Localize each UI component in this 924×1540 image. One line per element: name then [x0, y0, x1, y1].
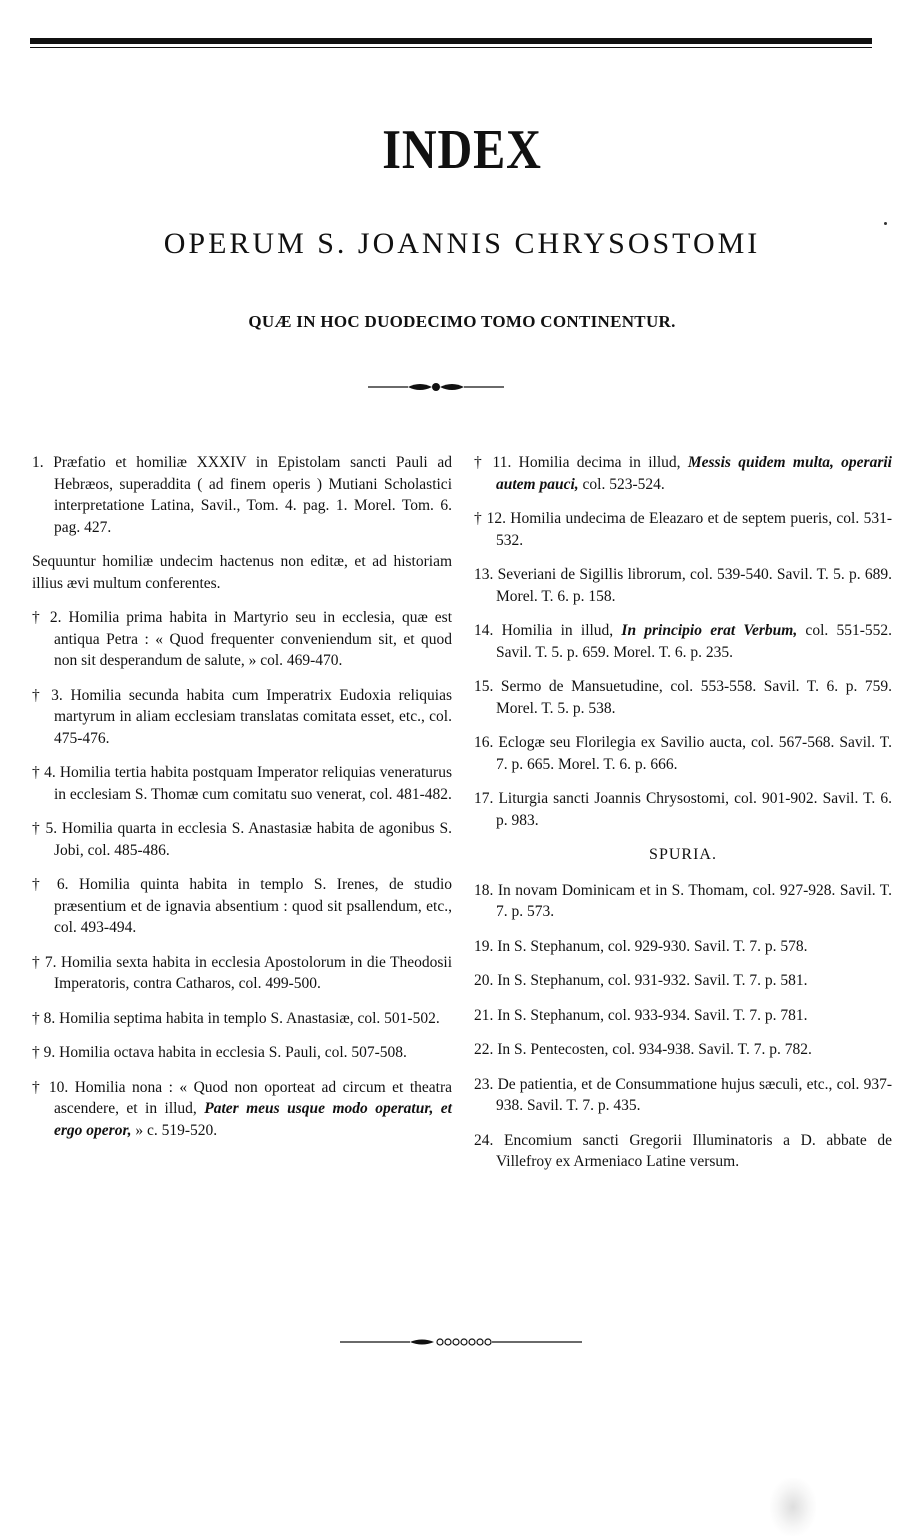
entry-number: 16. — [474, 734, 499, 751]
entry-number: 14. — [474, 622, 502, 639]
entry-number: 17. — [474, 790, 499, 807]
top-thick-rule — [30, 38, 872, 44]
entry-text: Severiani de Sigillis librorum, col. 539-540. Savil. T. 5. p. 689. Morel. T. 6. p. 158. — [496, 566, 893, 605]
index-entry — [474, 620, 892, 663]
index-entry — [474, 788, 892, 831]
entry-text: Homilia nona : « Quod non oporteat ad circum et theatra ascendere, et in illud, Pater meus usque modo operatur, et ergo operor, » c. 519-520. — [54, 1078, 452, 1139]
entry-number: 24. — [474, 1131, 504, 1149]
right-column-entries — [474, 452, 892, 831]
left-column — [32, 452, 452, 1154]
speck-mark — [884, 222, 887, 225]
entry-text: Encomium sancti Gregorii Illuminatoris a D. abbate de Villefroy ex Armeniaco Latine versum. — [496, 1131, 892, 1170]
entry-number: † 10. — [32, 1078, 75, 1096]
entry-number: 15. — [474, 678, 501, 695]
index-entry — [32, 952, 452, 995]
entry-text: In S. Stephanum, col. 933-934. Savil. T. 7. p. 781. — [497, 1006, 808, 1024]
index-entry — [474, 564, 892, 607]
index-entry — [32, 818, 452, 861]
index-entry — [32, 1077, 452, 1142]
index-entry — [32, 452, 452, 538]
entry-number: † 2. — [32, 609, 69, 626]
spuria-entries — [474, 880, 892, 1173]
index-entry — [32, 874, 452, 939]
entry-text: Eclogæ seu Florilegia ex Savilio aucta, col. 567-568. Savil. T. 7. p. 665. Morel. T. 6. p. 666. — [496, 734, 892, 773]
entry-text: Homilia quarta in ecclesia S. Anastasiæ habita de agonibus S. Jobi, col. 485-486. — [54, 820, 452, 859]
entry-number: 23. — [474, 1075, 498, 1093]
entry-number: † 12. — [474, 510, 511, 527]
index-entry — [474, 452, 892, 495]
index-entry — [32, 607, 452, 672]
entry-text: In S. Pentecosten, col. 934-938. Savil. T. 7. p. 782. — [497, 1041, 812, 1058]
entry-number: † 11. — [474, 454, 519, 471]
page-subsubtitle: QUÆ IN HOC DUODECIMO TOMO CONTINENTUR. — [248, 312, 676, 331]
entry-number: 22. — [474, 1041, 498, 1058]
entry-number: † 4. — [32, 764, 60, 781]
index-entry — [474, 970, 892, 992]
entry-text: Præfatio et homiliæ XXXIV in Epistolam sancti Pauli ad Hebræos, superaddita ( ad finem operis ) Mutiani Scholastici interpretatione Latina, Savil., Tom. 4. pag. 1. Morel. Tom. 6. pag. 427. — [53, 454, 452, 536]
entry-number: † 3. — [32, 686, 71, 704]
entry-text: Homilia undecima de Eleazaro et de septem pueris, col. 531-532. — [496, 510, 892, 549]
index-entry — [474, 1074, 892, 1117]
index-entry — [32, 1042, 452, 1064]
divider-ornament-bottom-icon — [340, 1334, 582, 1350]
entry-text: In novam Dominicam et in S. Thomam, col. 927-928. Savil. T. 7. p. 573. — [496, 881, 892, 920]
index-entry — [32, 685, 452, 750]
index-entry — [474, 1039, 892, 1061]
top-thin-rule — [30, 47, 872, 48]
divider-ornament-top-icon — [368, 376, 504, 398]
index-entry — [474, 732, 892, 775]
index-entry — [32, 1008, 452, 1030]
entry-text: Homilia quinta habita in templo S. Irenes, de studio præsentium et de ignavia absentium : quod sit psallendum, etc., col. 493-494. — [54, 876, 453, 936]
entry-text: Sermo de Mansuetudine, col. 553-558. Savil. T. 6. p. 759. Morel. T. 5. p. 538. — [496, 678, 892, 717]
entry-text: In S. Stephanum, col. 929-930. Savil. T. 7. p. 578. — [497, 937, 808, 955]
index-entry — [474, 880, 892, 923]
entry-text: Homilia octava habita in ecclesia S. Pauli, col. 507-508. — [59, 1044, 407, 1061]
entry-number: 21. — [474, 1006, 498, 1024]
entry-text: Homilia septima habita in templo S. Anastasiæ, col. 501-502. — [59, 1009, 440, 1027]
entry-number: 20. — [474, 972, 498, 989]
entry-text: In S. Stephanum, col. 931-932. Savil. T. 7. p. 581. — [497, 972, 808, 989]
entry-number: 19. — [474, 937, 498, 955]
page-subtitle: OPERUM S. JOANNIS CHRYSOSTOMI — [163, 227, 761, 260]
index-entry — [32, 551, 452, 594]
entry-number: 18. — [474, 881, 498, 899]
index-entry — [474, 508, 892, 551]
entry-number: 1. — [32, 454, 54, 471]
entry-text: Homilia tertia habita postquam Imperator reliquias veneraturus in ecclesiam S. Thomæ cum comitatu suo venerat, col. 481-482. — [54, 764, 452, 803]
entry-number: † 5. — [32, 820, 62, 837]
entry-number: 13. — [474, 566, 498, 583]
right-column — [474, 452, 892, 1186]
paper-stain — [770, 1478, 816, 1536]
entry-text: Liturgia sancti Joannis Chrysostomi, col. 901-902. Savil. T. 6. p. 983. — [496, 790, 893, 829]
index-entry — [474, 676, 892, 719]
entry-number: † 9. — [32, 1044, 60, 1061]
page-title: INDEX — [382, 119, 542, 181]
entry-text: Homilia prima habita in Martyrio seu in ecclesia, quæ est antiqua Petra : « Quod frequenter conveniendum sit, et quod non sit desperandum de salute, » col. 469-470. — [54, 609, 453, 669]
entry-number: † 7. — [32, 953, 61, 971]
entry-number: † 8. — [32, 1009, 60, 1027]
spuria-heading: SPURIA. — [649, 846, 717, 863]
index-entry — [474, 1130, 892, 1173]
entry-text: Homilia sexta habita in ecclesia Apostolorum in die Theodosii Imperatoris, contra Catharos, col. 499-500. — [54, 953, 453, 992]
entry-text: De patientia, et de Consummatione hujus sæculi, etc., col. 937-938. Savil. T. 7. p. 435. — [496, 1075, 892, 1114]
entry-text: Sequuntur homiliæ undecim hactenus non editæ, et ad historiam illius ævi multum conferentes. — [32, 553, 452, 592]
entry-text: Homilia secunda habita cum Imperatrix Eudoxia reliquias martyrum in aliam ecclesiam translatas comitata esset, etc., col. 475-476. — [54, 686, 453, 747]
entry-number: † 6. — [32, 876, 79, 893]
index-entry — [474, 936, 892, 958]
entry-text: Homilia in illud, In principio erat Verbum, col. 551-552. Savil. T. 5. p. 659. Morel. T. 6. p. 235. — [496, 622, 893, 661]
index-entry — [474, 1005, 892, 1027]
index-entry — [32, 762, 452, 805]
entry-text: Homilia decima in illud, Messis quidem multa, operarii autem pauci, col. 523-524. — [496, 454, 892, 493]
